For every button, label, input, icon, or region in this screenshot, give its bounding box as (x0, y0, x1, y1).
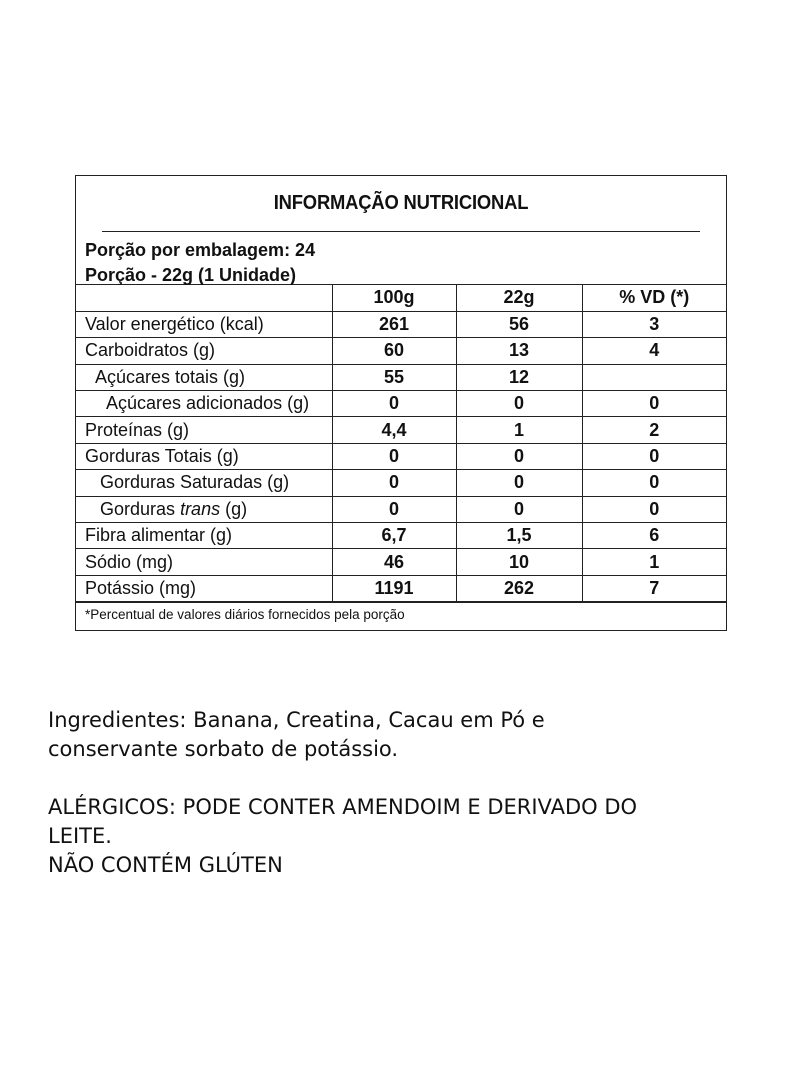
value-100g: 0 (332, 496, 456, 522)
table-row (76, 391, 726, 417)
value-portion: 12 (456, 364, 582, 390)
nutrient-name-prefix: Gorduras (100, 498, 176, 519)
value-100g: 46 (332, 549, 456, 575)
value-vd: 0 (582, 443, 726, 469)
value-vd: 7 (582, 575, 726, 601)
value-100g: 1191 (332, 575, 456, 601)
table-row (76, 311, 726, 337)
value-vd: 3 (582, 311, 726, 337)
footnote: *Percentual de valores diários fornecidos pela porção (76, 602, 726, 630)
header-100g: 100g (332, 285, 456, 311)
value-100g: 55 (332, 364, 456, 390)
value-vd (582, 364, 726, 390)
value-vd: 4 (582, 338, 726, 364)
nutrient-name: Proteínas (g) (76, 417, 332, 443)
table-header-row (76, 285, 726, 311)
ingredients-line: conservante sorbato de potássio. (48, 737, 399, 761)
table-row (76, 443, 726, 469)
table-row (76, 417, 726, 443)
table-row (76, 549, 726, 575)
value-100g: 60 (332, 338, 456, 364)
value-100g: 261 (332, 311, 456, 337)
value-vd: 1 (582, 549, 726, 575)
nutrient-name: Açúcares totais (g) (76, 364, 332, 390)
nutrition-facts-label (75, 175, 727, 631)
header-blank (76, 285, 332, 311)
label-title: INFORMAÇÃO NUTRICIONAL (102, 176, 700, 232)
nutrient-name: Gorduras Totais (g) (76, 443, 332, 469)
value-portion: 0 (456, 443, 582, 469)
nutrient-name (76, 496, 332, 522)
header-vd: % VD (*) (582, 285, 726, 311)
allergens-line: ALÉRGICOS: PODE CONTER AMENDOIM E DERIVADO DO (48, 795, 638, 819)
allergens-text (48, 793, 768, 880)
nutrient-name: Sódio (mg) (76, 549, 332, 575)
nutrition-table (76, 285, 726, 602)
value-vd: 0 (582, 496, 726, 522)
value-portion: 0 (456, 470, 582, 496)
value-vd: 0 (582, 470, 726, 496)
value-100g: 4,4 (332, 417, 456, 443)
nutrient-name: Gorduras Saturadas (g) (76, 470, 332, 496)
table-row (76, 575, 726, 601)
nutrient-name: Potássio (mg) (76, 575, 332, 601)
value-portion: 1 (456, 417, 582, 443)
ingredients-text (48, 706, 748, 764)
table-row (76, 364, 726, 390)
value-portion: 56 (456, 311, 582, 337)
table-row (76, 470, 726, 496)
nutrient-name: Fibra alimentar (g) (76, 523, 332, 549)
gluten-statement: NÃO CONTÉM GLÚTEN (48, 853, 283, 877)
allergens-line: LEITE. (48, 824, 112, 848)
value-portion: 13 (456, 338, 582, 364)
nutrient-name-suffix: (g) (225, 498, 248, 519)
nutrient-name: Açúcares adicionados (g) (76, 391, 332, 417)
nutrient-name: Carboidratos (g) (76, 338, 332, 364)
nutrient-name-italic: trans (180, 498, 221, 519)
value-vd: 6 (582, 523, 726, 549)
portion-size: Porção - 22g (1 Unidade) (85, 265, 297, 285)
value-100g: 0 (332, 391, 456, 417)
value-portion: 10 (456, 549, 582, 575)
value-vd: 0 (582, 391, 726, 417)
value-portion: 1,5 (456, 523, 582, 549)
table-row (76, 496, 726, 522)
value-vd: 2 (582, 417, 726, 443)
ingredients-line: Ingredientes: Banana, Creatina, Cacau em Pó e (48, 708, 545, 732)
portions-per-package: Porção por embalagem: 24 (85, 240, 316, 260)
header-portion: 22g (456, 285, 582, 311)
nutrient-name: Valor energético (kcal) (76, 311, 332, 337)
portion-info (76, 232, 726, 285)
value-portion: 0 (456, 496, 582, 522)
value-portion: 262 (456, 575, 582, 601)
table-row (76, 338, 726, 364)
value-100g: 0 (332, 443, 456, 469)
table-row (76, 523, 726, 549)
value-portion: 0 (456, 391, 582, 417)
value-100g: 0 (332, 470, 456, 496)
value-100g: 6,7 (332, 523, 456, 549)
